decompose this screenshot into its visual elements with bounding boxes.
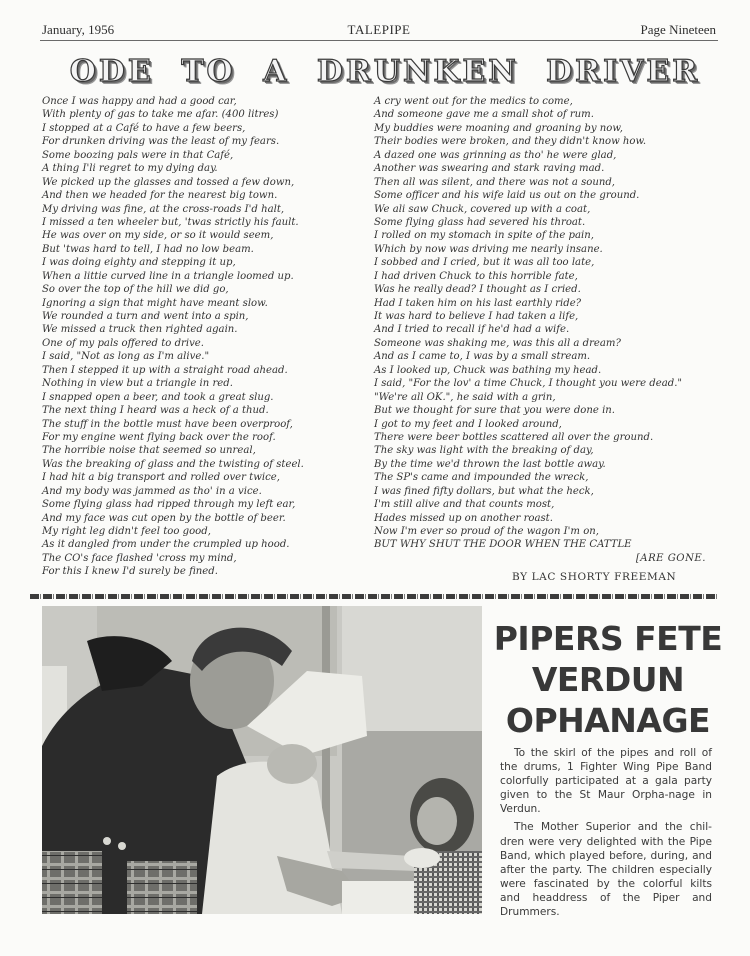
poem-line: But 'twas hard to tell, I had no low beam. (42, 243, 254, 255)
poem-line: Some flying glass had severed his throat. (374, 216, 586, 228)
poem-line: And as I came to, I was by a small stream. (374, 351, 591, 363)
poem-line: For drunken driving was the least of my fears. (42, 136, 280, 148)
poem-line: The horribie noise that seemed so unreal, (42, 445, 256, 457)
poem-line: For this I knew I'd surely be fined. (42, 566, 218, 578)
poem-line: I missed a ten wheeler but, 'twas strictly his fault. (42, 216, 299, 228)
poem-line: I said, "For the lov' a time Chuck, I thought you were dead." (374, 378, 683, 390)
poem-line: Some boozing pals were in that Café, (42, 149, 234, 161)
poem-line: And I tried to recall if he'd had a wife. (374, 324, 570, 336)
poem-continuation: [ARE GONE. (635, 552, 706, 564)
poem-line: Which by now was driving me nearly insane. (374, 243, 603, 255)
poem-line: My driving was fine, at the cross-roads I'd halt, (42, 203, 285, 215)
poem-line: He was over on my side, or so it would seem, (42, 230, 274, 242)
poem-title: ODE TO A DRUNKEN DRIVER (69, 54, 701, 89)
poem-line: Then I stepped it up with a straight road ahead. (42, 364, 288, 376)
poem-line: One of my pals offered to drive. (42, 337, 204, 349)
poem-line: Some flying glass had ripped through my left ear, (42, 499, 296, 511)
poem-line: For my engine went flying back over the roof. (42, 431, 276, 443)
article-headline (493, 618, 723, 741)
headline-line-3: OPHANAGE (505, 701, 711, 740)
poem-line: By the time we'd thrown the last bottle away. (374, 458, 606, 470)
poem-line: When a littie curved line in a triangle loomed up. (42, 270, 294, 282)
poem-line: I sobbed and I cried, but it was all too late, (374, 257, 595, 269)
poem-line: "We're all OK.", he said with a grin, (374, 391, 556, 403)
poem-line: Hades missed up on another roast. (374, 512, 553, 524)
poem-line: With plenty of gas to take me afar. (400 litres) (42, 109, 279, 121)
poem-line: As it dangled from under the crumpled up hood. (42, 539, 290, 551)
poem-line: And my face was cut open by the bottle of beer. (42, 512, 286, 524)
poem-column-1 (42, 95, 362, 579)
poem-line: My buddies were moaning and groaning by now, (374, 122, 623, 134)
photo-illustration (42, 606, 482, 914)
article-paragraph-1: To the skirl of the pipes and roll of the drums, 1 Fighter Wing Pipe Band colorfully participated at a gala party given to the St Maur Orpha-nage in Verdun. (500, 747, 712, 816)
poem-line: We missed a truck then righted again. (42, 324, 238, 336)
poem-line: We picked up the glasses and tossed a few down, (42, 176, 295, 188)
poem-line: Had I taken him on his last earthly ride? (374, 297, 582, 309)
poem-line: A dazed one was grinning as tho' he were glad, (374, 149, 617, 161)
headline-line-2: VERDUN (531, 660, 685, 699)
poem-line: The stuff in the bottle must have been overproof, (42, 418, 293, 430)
poem-line: As I looked up, Chuck was bathing my head. (374, 364, 602, 376)
publication-name: TALEPIPE (347, 22, 411, 37)
poem-line: The SP's came and impounded the wreck, (374, 472, 589, 484)
poem-line: A thing I'li regret to my dying day. (42, 163, 218, 175)
poem-line: But we thought for sure that you were done in. (374, 405, 616, 417)
poem-line: I was doing eighty and stepping it up, (42, 257, 236, 269)
poem-line: My right leg didn't feel too good, (42, 526, 211, 537)
poem-line: BUT WHY SHUT THE DOOR WHEN THE CATTLE (374, 539, 632, 551)
poem-line: Now I'm ever so proud of the wagon I'm on, (374, 526, 599, 537)
poem-line: We rounded a turn and went into a spin, (42, 311, 249, 322)
poem-line: And then we headed for the nearest big town. (42, 190, 278, 202)
poem-line: The next thing I heard was a heck of a thud. (42, 405, 269, 417)
poem-line: I snapped open a beer, and took a great slug. (42, 391, 274, 403)
poem-line: I stopped at a Café to have a few beers, (42, 122, 246, 134)
poem-line: Some officer and his wife laid us out on the ground. (374, 190, 640, 202)
poem-column-2 (374, 95, 714, 565)
section-divider (30, 594, 718, 599)
poem-line: I had hit a big transport and rolled over twice, (42, 472, 280, 484)
headline-line-1: PIPERS FETE (493, 619, 723, 658)
page-header (40, 22, 718, 41)
poem-line: Then all was silent, and there was not a sound, (374, 176, 615, 188)
poem-line: Once I was happy and had a good car, (42, 96, 237, 107)
page-number: Page Nineteen (640, 22, 716, 37)
poem-byline: BY LAC SHORTY FREEMAN (512, 571, 677, 583)
pipe-band-photo (42, 606, 482, 914)
poem-line: So over the top of the hill we did go, (42, 284, 229, 296)
poem-line: There were beer bottles scattered all over the ground. (374, 431, 654, 443)
issue-date: January, 1956 (42, 22, 115, 37)
poem-line: Was he really dead? I thought as I cried. (374, 284, 581, 296)
poem-line: I'm still alive and that counts most, (374, 499, 555, 511)
poem-line: Someone was shaking me, was this all a dream? (374, 337, 621, 349)
article-body (500, 746, 712, 923)
poem-line: Another was swearing and stark raving mad. (374, 163, 605, 175)
poem-line: Ignoring a sign that might have meant slow. (42, 297, 268, 309)
poem-line: The CO's face flashed 'cross my mind, (42, 552, 237, 564)
poem-line: It was hard to believe I had taken a life, (374, 311, 579, 322)
article-paragraph-2: The Mother Superior and the chil-dren were very delighted with the Pipe Band, which played before, during, and after the party. The children especially were fascinated by the colorful kilts and headdress of the Piper and Drummers. (500, 821, 712, 919)
poem-line: I rolled on my stomach in spite of the pain, (374, 230, 594, 242)
poem-line: I got to my feet and I looked around, (374, 418, 562, 430)
poem-line: Nothing in view but a triangle in red. (42, 378, 233, 390)
poem-line: I said, "Not as long as I'm alive." (42, 351, 210, 363)
poem-line: Their bodies were broken, and they didn't know how. (374, 136, 647, 148)
poem-line: The sky was light with the breaking of day, (374, 445, 594, 457)
poem-line: And my body was jammed as tho' in a vice. (42, 485, 262, 497)
poem-line: We ali saw Chuck, covered up with a coat, (374, 203, 591, 215)
poem-line: I was fined fifty dollars, but what the heck, (374, 485, 594, 497)
poem-line: I had driven Chuck to this horrible fate, (374, 270, 578, 282)
poem-line: Was the breaking of glass and the twisting of steel. (42, 458, 304, 470)
poem-line: And someone gave me a small shot of rum. (374, 109, 594, 121)
poem-line: A cry went out for the medics to come, (374, 96, 573, 107)
